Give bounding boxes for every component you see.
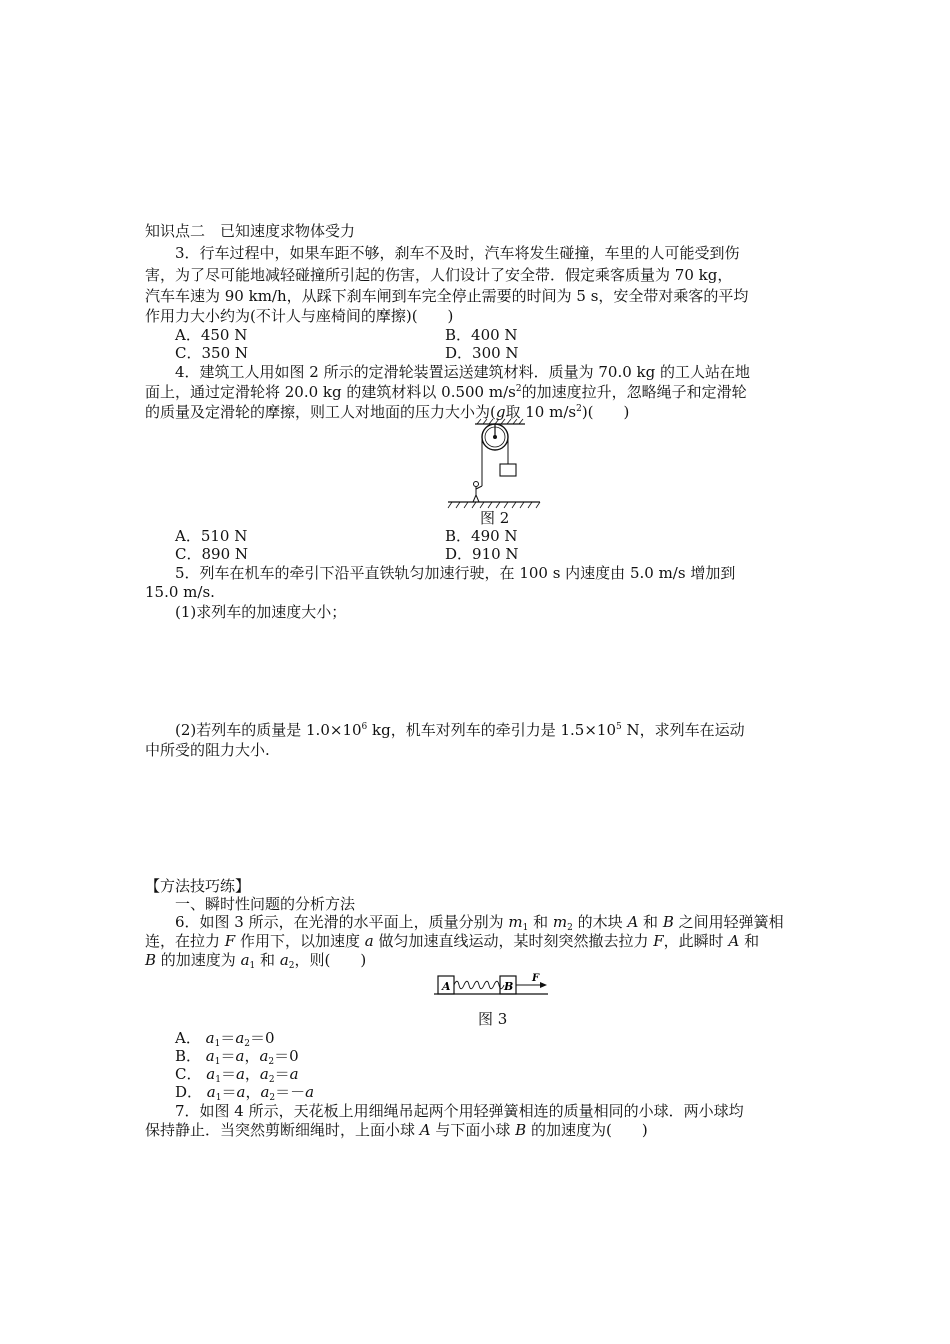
block-b-label: B [504,980,514,993]
q5-line-2: 15.0 m/s. [145,583,215,601]
q4-option-a: A．510 N [175,527,248,545]
q3-option-a: A．450 N [175,326,248,344]
q3-line-4: 作用力大小约为(不计人与座椅间的摩擦)( ) [145,307,454,325]
q3-option-b: B．400 N [445,326,518,344]
q5-part-2-line-1: (2)若列车的质量是 $1.0\times 10^6$ kg，机车对列车的牵引力是 $1.5\times 10^5$ N，求列车在运动 [175,721,745,739]
q6-line-1: 6．如图 3 所示，在光滑的水平面上，质量分别为 $m_1$ 和 $m_2$ 的木块 A 和 B 之间用轻弹簧相 [175,913,784,933]
q4-line-2: 面上，通过定滑轮将 20.0 kg 的建筑材料以 0.500 $m/s^2$的加速度拉升，忽略绳子和定滑轮 [145,383,747,401]
q6-line-3: B 的加速度为 $a_1$ 和 $a_2$，则( ) [145,951,367,971]
q4-line-3: 的质量及定滑轮的摩擦，则工人对地面的压力大小为(g取 10 $m/s^2$)( ) [145,403,630,421]
q3-line-2: 害，为了尽可能地减轻碰撞所引起的伤害，人们设计了安全带．假定乘客质量为 70 kg， [145,266,733,284]
q4-line-1: 4．建筑工人用如图 2 所示的定滑轮装置运送建筑材料．质量为 70.0 kg 的工人站在地 [175,363,751,381]
q5-part-2-line-2: 中所受的阻力大小. [145,741,270,759]
pulley-figure [440,418,550,510]
q4-option-b: B．490 N [445,527,518,545]
spring-blocks-figure [432,970,552,1000]
figure-2-caption: 图 2 [480,509,510,527]
q3-option-d: D．300 N [445,344,519,362]
q4-option-c: C．890 N [175,545,249,563]
q4-option-d: D．910 N [445,545,519,563]
q5-part-1: (1)求列车的加速度大小； [175,603,347,621]
q6-option-a: A． $a_1=a_2=0$ [175,1029,275,1049]
q3-line-1: 3．行车过程中，如果车距不够，刹车不及时，汽车将发生碰撞，车里的人可能受到伤 [175,244,740,262]
methods-subheader: 一、瞬时性问题的分析方法 [175,895,356,913]
q4-exponent-1: 2 [515,384,522,394]
force-label: F [532,973,540,984]
q6-option-c: C． $a_1=a$，$a_2=a$ [175,1065,299,1085]
q4-exponent-2: 2 [576,404,582,414]
section-title: 知识点二 已知速度求物体受力 [145,222,356,240]
q6-option-d: D． $a_1=a$，$a_2=-a$ [175,1083,315,1103]
figure-3-caption: 图 3 [478,1010,508,1028]
q3-option-c: C．350 N [175,344,249,362]
methods-header: 【方法技巧练】 [145,877,251,895]
q6-option-b: B． $a_1=a$，$a_2=0$ [175,1047,299,1067]
block-a-label: A [442,980,451,993]
q3-line-3: 汽车车速为 90 km/h，从踩下刹车闸到车完全停止需要的时间为 5 s，安全带对乘客的平均 [145,287,749,305]
q7-line-2: 保持静止．当突然剪断细绳时，上面小球 A 与下面小球 B 的加速度为( ) [145,1121,648,1139]
q7-line-1: 7．如图 4 所示，天花板上用细绳吊起两个用轻弹簧相连的质量相同的小球．两小球均 [175,1102,744,1120]
q5-line-1: 5．列车在机车的牵引下沿平直铁轨匀加速行驶，在 100 s 内速度由 5.0 m/s 增加到 [175,564,736,582]
q6-line-2: 连，在拉力 F 作用下，以加速度 a 做匀加速直线运动，某时刻突然撤去拉力 F，此瞬时 A 和 [145,932,760,950]
